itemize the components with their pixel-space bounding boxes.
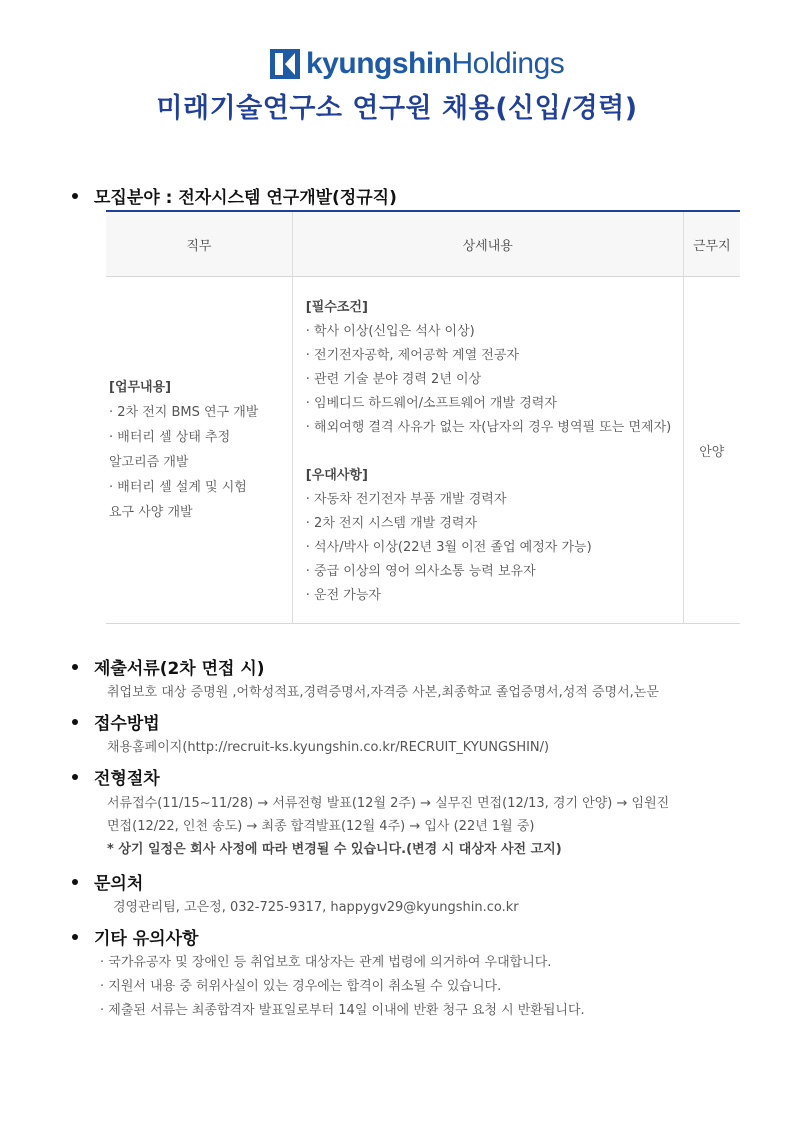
role-cell (106, 277, 292, 624)
required-header: [필수조건] (305, 300, 368, 315)
role-line: · 배터리 셀 상태 추정 (109, 430, 231, 445)
bullet-icon (72, 664, 78, 670)
table-row (106, 277, 740, 624)
section-recruit-heading (72, 183, 397, 208)
section-title: 문의처 (94, 874, 144, 894)
column-header-role: 직무 (106, 211, 292, 277)
etc-list (100, 951, 585, 1023)
apply-url-link[interactable]: 채용홈페이지(http://recruit-ks.kyungshin.co.kr/RECRUIT_KYUNGSHIN/) (107, 740, 550, 755)
required-line: · 전기전자공학, 제어공학 계열 전공자 (305, 348, 519, 363)
logo-mark-icon (270, 49, 300, 79)
section-title: 접수방법 (94, 714, 160, 734)
section-documents-heading (72, 654, 265, 679)
required-line: · 관련 기술 분야 경력 2년 이상 (305, 372, 482, 387)
page-title: 미래기술연구소 연구원 채용(신입/경력) (156, 93, 638, 124)
list-item: · 지원서 내용 중 허위사실이 있는 경우에는 합격이 취소될 수 있습니다. (100, 979, 502, 994)
required-line: · 해외여행 결격 사유가 없는 자(남자의 경우 병역필 또는 면제자) (305, 420, 672, 435)
preferred-line: · 석사/박사 이상(22년 3월 이전 졸업 예정자 가능) (305, 540, 592, 555)
bullet-icon (72, 934, 78, 940)
preferred-header: [우대사항] (305, 468, 368, 483)
process-note: * 상기 일정은 회사 사정에 따라 변경될 수 있습니다.(변경 시 대상자 사전 고지) (107, 842, 562, 857)
section-title: 전형절차 (94, 769, 160, 789)
section-title: 제출서류(2차 면접 시) (94, 659, 265, 679)
section-process-heading (72, 764, 160, 789)
detail-cell (292, 277, 683, 624)
required-line: · 학사 이상(신입은 석사 이상) (305, 324, 475, 339)
column-header-location: 근무지 (683, 211, 740, 277)
required-line: · 임베디드 하드웨어/소프트웨어 개발 경력자 (305, 396, 557, 411)
role-line: 알고리즘 개발 (109, 455, 189, 470)
role-line: · 배터리 셀 설계 및 시험 (109, 480, 247, 495)
bullet-icon (72, 774, 78, 780)
role-line: · 2차 전지 BMS 연구 개발 (109, 405, 259, 420)
role-line: 요구 사양 개발 (109, 505, 193, 520)
job-table (106, 210, 740, 624)
documents-text: 취업보호 대상 증명원 ,어학성적표,경력증명서,자격증 사본,최종학교 졸업증명서,성적 증명서,논문 (107, 685, 659, 700)
table-header-row (106, 211, 740, 277)
list-item: · 국가유공자 및 장애인 등 취업보호 대상자는 관계 법령에 의거하여 우대합니다. (100, 955, 552, 970)
section-etc-heading (72, 924, 198, 949)
company-logo (270, 46, 564, 82)
list-item: · 제출된 서류는 최종합격자 발표일로부터 14일 이내에 반환 청구 요청 시 반환됩니다. (100, 1003, 585, 1018)
preferred-line: · 중급 이상의 영어 의사소통 능력 보유자 (305, 564, 536, 579)
section-title: 기타 유의사항 (94, 929, 199, 949)
preferred-line: · 운전 가능자 (305, 588, 381, 603)
process-line: 면접(12/22, 인천 송도) → 최종 합격발표(12월 4주) → 입사 (22년 1월 중) (107, 819, 535, 834)
process-line: 서류접수(11/15~11/28) → 서류전형 발표(12월 2주) → 실무진 면접(12/13, 경기 안양) → 임원진 (107, 796, 670, 811)
preferred-line: · 2차 전지 시스템 개발 경력자 (305, 516, 477, 531)
bullet-icon (72, 879, 78, 885)
section-apply-heading (72, 709, 160, 734)
role-header: [업무내용] (109, 380, 172, 395)
bullet-icon (72, 719, 78, 725)
logo-text: kyungshinHoldings (306, 47, 565, 80)
section-title: 모집분야 : 전자시스템 연구개발(정규직) (94, 188, 397, 208)
bullet-icon (72, 193, 78, 199)
preferred-line: · 자동차 전기전자 부품 개발 경력자 (305, 492, 507, 507)
location-cell: 안양 (683, 277, 740, 624)
column-header-detail: 상세내용 (292, 211, 683, 277)
contact-text: 경영관리팀, 고은정, 032-725-9317, happygv29@kyungshin.co.kr (113, 900, 519, 915)
process-text (107, 792, 732, 861)
section-contact-heading (72, 869, 143, 894)
